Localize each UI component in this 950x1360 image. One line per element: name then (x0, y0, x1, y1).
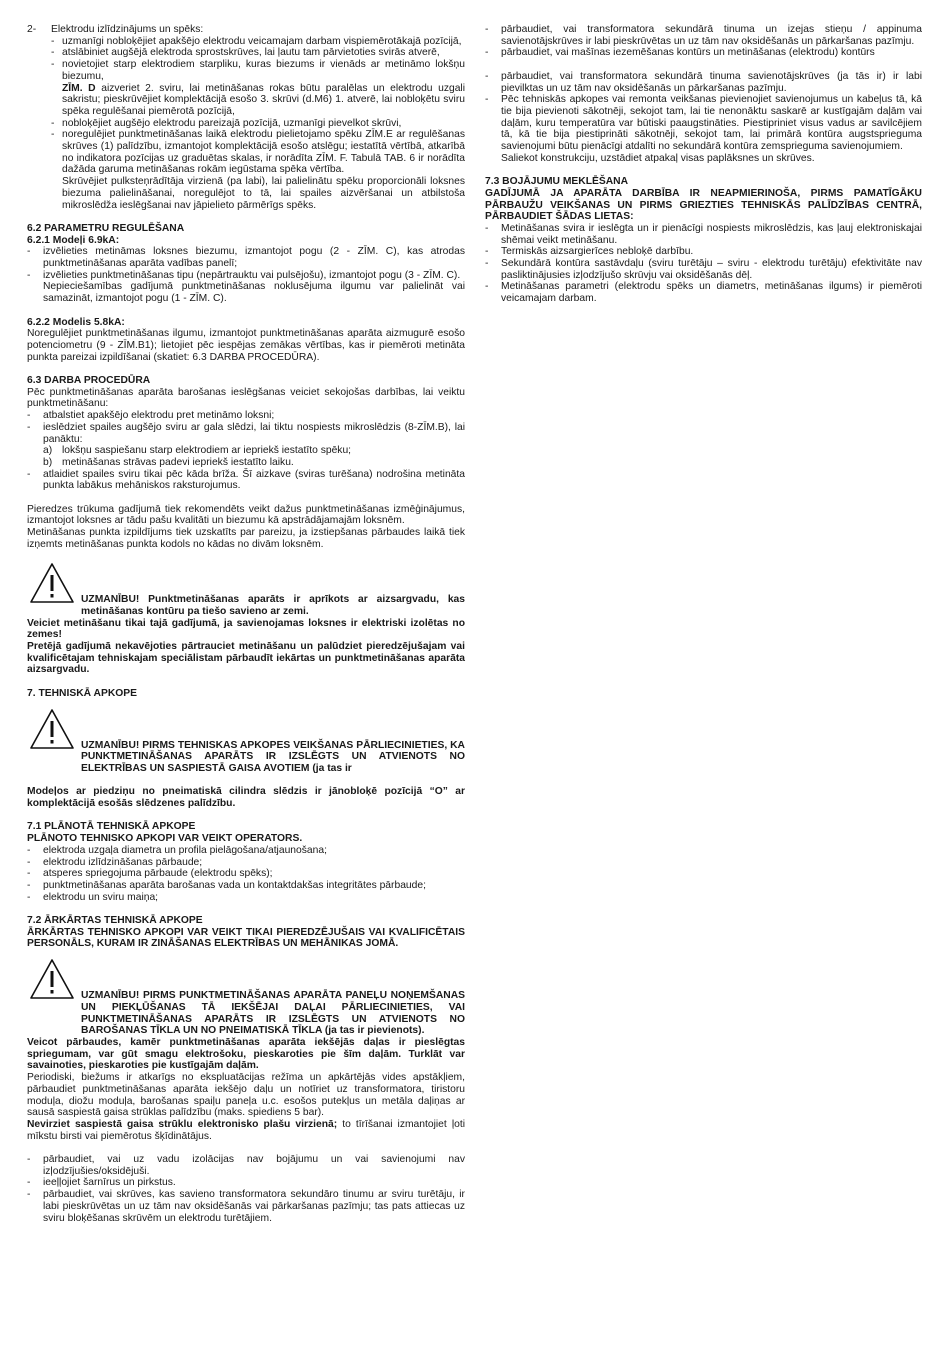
list-item: - ieslēdziet spailes augšējo sviru ar gala slēdzi, lai tiktu nospiests mikroslēdzis (8-ZĪM.B), lai panāktu: (27, 421, 465, 445)
list-item: - pārbaudiet, vai skrūves, kas savieno transformatora sekundāro tinumu ar sviru turētāju, ir labi pieskrūvētas un uz tām nav oksidēšanās vai pārkaršanas pazīmju; tas pats attiecas uz sviru bloķēšanas skrūvēm un elektrodu turētājiem. (27, 1189, 465, 1224)
list-item: - pārbaudiet, vai uz vadu izolācijas nav bojājumu un vai savienojumi nav izļodzījušies/oksidējuši. (27, 1154, 465, 1177)
item-2-note: Skrūvējiet pulksteņrādītāja virzienā (pa labi), lai palielinātu spēku proporcionāli loksnes biezuma palielināšanai, noregulējot to tā, lai spailes aizvēršanai un atbilstoša mikroslēdža ieslēgšanai nav jāpielieto pārmērīgs spēks. (62, 176, 465, 211)
list-item: - noregulējiet punktmetināšanas laikā elektrodu pielietojamo spēku ZĪM.E ar regulēšanas skrūves (1) palīdzību, izmantojot komplektācijā esošo atslēgu; iestatītā vērtībā, atkarībā no indikatora pozīcijas uz graduētas skalas, ir norādīta ZĪM. F. Tabulā TAB. 6 ir norādīta dažāda garuma metināšanas rokām iegūstama spēka vērtība. (51, 129, 465, 176)
section-7-title: 7. TEHNISKĀ APKOPE (27, 687, 138, 699)
list-item: - atlaidiet spailes sviru tikai pēc kāda brīža. Šī aizkave (sviras turēšana) nodrošina metināta punkta labākus mehāniskos raksturojumus. (27, 468, 465, 492)
list-item: - atslābiniet augšējā elektroda sprostskrūves, lai ļautu tam pārvietoties svirās atverē, (51, 47, 440, 59)
item-2 (27, 24, 465, 36)
assembly-note: Saliekot konstrukciju, uzstādiet atpakaļ visas paplāksnes un skrūves. (501, 152, 815, 164)
section-6-3-paragraph-2: Metināšanas punkta izpildījums tiek uzskatīts par pareizu, ja izstiepšanas pārbaudes laikā tiek izņemts metināšanas punkta kodols no kādas no divām loksnēm. (27, 527, 465, 550)
item-2-number: 2- (27, 24, 37, 35)
section-7-1-title: 7.1 PLĀNOTĀ TEHNISKĀ APKOPE (27, 821, 196, 833)
section-6-2-title: 6.2 PARAMETRU REGULĒŠANA (27, 222, 185, 234)
list-item: - elektrodu un sviru maiņa; (27, 891, 159, 903)
list-item: - uzmanīgi nobloķējiet apakšējo elektrodu veicamajam darbam vispiemērotākajā pozīcijā, (51, 35, 462, 47)
section-7-2-paragraph-1: Periodiski, biežums ir atkarīgs no ekspluatācijas režīma un apkārtējās vides apstākļiem, pārbaudiet punktmetināšanas aparāta iekšējo daļu un notīriet uz transformatora, tiristoru moduļa, diožu moduļa, barošanas spaiļu paneļa u.c. esošos putekļus un metāla daļiņas ar sausā saspiestā gaisa strūklas palīdzību (maks. spiediens 5 bar). (27, 1072, 465, 1119)
list-item: - Metināšanas svira ir ieslēgta un ir pienācīgi nospiests mikroslēdzis, kas ļauj elektroniskajai shēmai veikt metināšanu. (485, 222, 922, 246)
section-6-2-1-title: 6.2.1 Modeļi 6.9kA: (27, 234, 120, 246)
list-item: - novietojiet starp elektrodiem starpliku, kuras biezums ir vienāds ar metināmo lokšņu biezumu, (51, 59, 465, 82)
section-6-2-2-title: 6.2.2 Modelis 5.8kA: (27, 316, 125, 328)
list-item: - elektrodu izlīdzināšanas pārbaude; (27, 856, 203, 868)
list-item: - ieeļļojiet šarnīrus un pirkstus. (27, 1177, 176, 1189)
section-6-2-2-text: Noregulējiet punktmetināšanas ilgumu, izmantojot punktmetināšanas aparāta aizmugurē esošo potenciometru (9 - ZĪM.B1); lietojiet pēc iespējas zemākas vērtības, kas ir piemēroti metināta punkta pareizai izpildīšanai (skatiet: 6.3 DARBA PROCEDŪRA). (27, 328, 465, 363)
list-item: - pārbaudiet, vai mašīnas iezemēšanas kontūrs un metināšanas (elektrodu) kontūrs (485, 47, 875, 59)
section-6-3-title: 6.3 DARBA PROCEDŪRA (27, 375, 151, 387)
section-7-3-subtitle: GADĪJUMĀ JA APARĀTA DARBĪBA IR NEAPMIERINOŠA, PIRMS PAMATĪGĀKU PĀRBAUŽU VEIKŠANAS UN PIRMS GRIEZTIES TEHNISKĀS PALĪDZĪBAS CENTRĀ, PĀRBAUDIET ŠĀDAS LIETAS: (485, 187, 922, 223)
zim-d-paragraph: ZĪM. D aizveriet 2. sviru, lai metināšanas rokas būtu paralēlas un elektrodu uzgali sakristu; pieskrūvējiet komplektācijā esošo 3. skrūvi (d.M6) 1. atverē, lai nobloķētu sviru spēka regulēšanai piemērotā pozīcijā, (62, 82, 466, 117)
list-item: - izvēlieties metināmas loksnes biezumu, izmantojot pogu (2 - ZĪM. C), kas atrodas punktmetināšanas aparāta vadības panelī; (27, 246, 465, 270)
list-item: - izvēlieties punktmetināšanas tipu (nepārtrauktu vai pulsējošu), izmantojot pogu (3 - ZĪM. C). (27, 269, 461, 281)
list-item: - atsperes spriegojuma pārbaude (elektrodu spēks); (27, 868, 273, 880)
warning-block-2: UZMANĪBU! PIRMS TEHNISKAS APKOPES VEIKŠANAS PĀRLIECINIETIES, KA PUNKTMETINĀŠANAS APARĀTS IR IZSLĒGTS UN ATVIENOTS NO ELEKTRĪBAS UN SASPIESTĀ GAISA AVOTIEM (ja tas ir Modeļos ar piedziņu no pneimatiskā cilindra slēdzis ir jānobloķē pozīcijā “O” ar komplektācijā esošās slēdzenes palīdzību. (27, 708, 465, 810)
warning-block-3: UZMANĪBU! PIRMS PUNKTMETINĀŠANAS APARĀTA PANEĻU NOŅEMŠANAS UN PIEKĻŪŠANAS TĀ IEKŠĒJAI DAĻAI PĀRLIECINIETIES, VAI PUNKTMETINĀŠANAS APARĀTS IR IZSLĒGTS UN ATVIENOTS NO BAROŠANAS TĪKLA UN NO PNEIMATISKĀ TĪKLA (ja tas ir pievienots). Veicot pārbaudes, kamēr punktmetināšanas aparāta iekšējās daļas ir pieslēgtas spriegumam, var gūt smagu elektrošoku, pieskaroties pie šīm daļām. Turklāt var savainoties, pieskaroties pie kustīgajām daļām. (27, 958, 465, 1072)
list-item: - nobloķējiet augšējo elektrodu pareizajā pozīcijā, uzmanīgi pievelkot skrūvi, (51, 117, 402, 129)
list-item: - punktmetināšanas aparāta barošanas vada un kontaktdakšas integritātes pārbaude; (27, 879, 426, 891)
section-6-3-paragraph-1: Pieredzes trūkuma gadījumā tiek rekomendēts veikt dažus punktmetināšanas izmēģinājumus, izmantojot loksnes ar tādu pašu kvalitāti un biezumu kā apstrādājamajām loksnēm. (27, 503, 465, 527)
list-item: - pārbaudiet, vai transformatora sekundārā tinuma un izejas stieņu / appinuma savienotājskrūves ir labi pieskrūvētas un uz tām nav oksidēšanās un pārkaršanas pazīmju. (485, 24, 922, 47)
section-6-2-1-note: Nepieciešamības gadījumā punktmetināšanas noklusējuma ilgumu var palielināt vai samazināt, izmantojot pogu (1 - ZĪM. C). (43, 281, 465, 305)
list-item: - Termiskās aizsargierīces nebloķē darbību. (485, 246, 694, 258)
section-6-3-intro: Pēc punktmetināšanas aparāta barošanas ieslēgšanas veiciet sekojošas darbības, lai veiktu punktmetināšanu: (27, 386, 465, 410)
list-item: - pārbaudiet, vai transformatora sekundārā tinuma savienotājskrūves (ja tās ir) ir labi pievilktas un uz tām nav oksidēšanās un pārkaršanas pazīmju. (485, 70, 922, 94)
right-column (485, 24, 922, 305)
zim-d-label: ZĪM. D (62, 82, 96, 94)
section-7-2-subtitle: ĀRKĀRTAS TEHNISKO APKOPI VAR VEIKT TIKAI PIEREDZĒJUŠAIS VAI KVALIFICĒTAIS PERSONĀLS, KURAM IR ZINĀŠANAS ELEKTRĪBAS UN MEHĀNIKAS JOMĀ. (27, 926, 465, 950)
list-item: - atbalstiet apakšējo elektrodu pret metināmo loksni; (27, 410, 275, 422)
section-7-1-subtitle: PLĀNOTO TEHNISKO APKOPI VAR VEIKT OPERATORS. (27, 833, 303, 845)
list-item: - Sekundārā kontūra sastāvdaļu (sviru turētāju – sviru - elektrodu turētāju) efektivitāte nav pasliktinājusies izļodzījušo skrūvju vai oksidēšanās dēļ. (485, 258, 922, 281)
list-item: - elektroda uzgaļa diametra un profila pielāgošana/atjaunošana; (27, 844, 327, 856)
list-item: - Metināšanas parametri (elektrodu spēks un diametrs, metināšanas ilgums) ir piemēroti veicamajam darbam. (485, 281, 922, 305)
sub-item-a: a) lokšņu saspiešanu starp elektrodiem ar iepriekš iestatīto spēku; (43, 445, 352, 457)
item-2-title: Elektrodu izlīdzinājums un spēks: (51, 24, 204, 35)
left-column (27, 24, 465, 1224)
section-7-2-paragraph-2: Nevirziet saspiestā gaisa strūklu elektronisko plašu virzienā; to tīrīšanai izmantojiet ļoti mīkstu birsti vai piemērotus šķīdinātājus. (27, 1118, 465, 1142)
section-7-2-title: 7.2 ĀRKĀRTAS TEHNISKĀ APKOPE (27, 915, 203, 927)
sub-item-b: b) metināšanas strāvas padevi iepriekš iestatīto laiku. (43, 456, 294, 468)
warning-block-1: UZMANĪBU! Punktmetināšanas aparāts ir aprīkots ar aizsargvadu, kas metināšanas kontūru pa tiešo savieno ar zemi. Veiciet metināšanu tikai tajā gadījumā, ja savienojamas loksnes ir elektriski izolētas no zemes! Pretējā gadījumā nekavējoties pārtrauciet metināšanu un palūdziet pieredzējušajam vai kvalificētajam tehniskajam speciālistam pārbaudīt iekārtas un punktmetināšanas aparāta aizsargvadu. (27, 562, 465, 676)
list-item: - Pēc tehniskās apkopes vai remonta veikšanas pievienojiet savienojumus un kabeļus tā, kā tie bija pievienoti sākotnēji, sekojot tam, lai tie nenonāktu saskarē ar kustīgajām daļām vai daļām, kuru temperatūra var būtiski paaugstināties. Piestipriniet visus vadus ar savilcējiem tā, kā tie bija piestiprināti sākotnēji, sekojot tam, lai primārā kontūra augstsprieguma savienojumi būtu pienācīgi atdalīti no sekundārā kontūra zemsprieguma savienojumiem. (485, 94, 922, 153)
section-7-3-title: 7.3 BOJĀJUMU MEKLĒŠANA (485, 176, 629, 188)
